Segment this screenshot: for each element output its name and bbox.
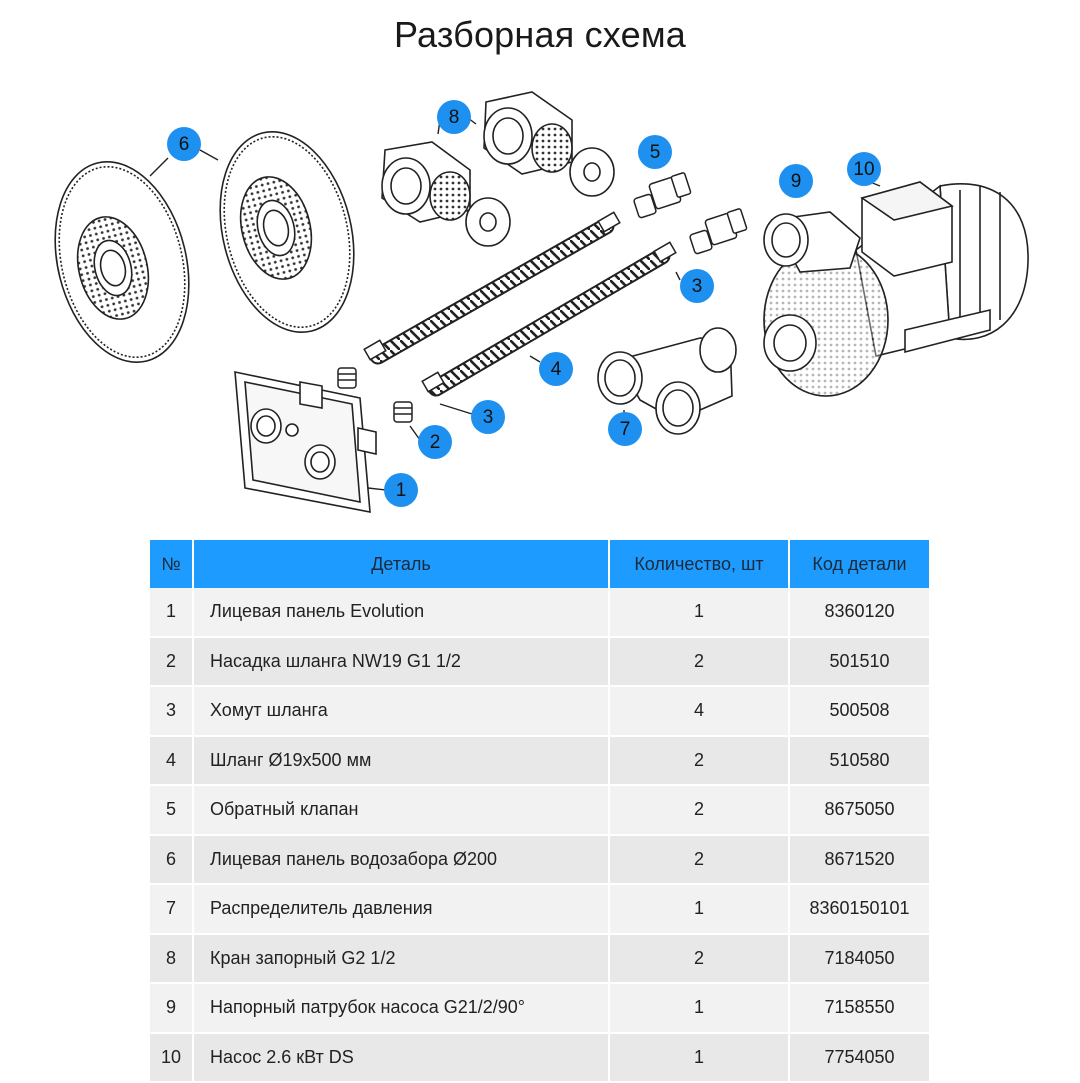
column-header-code: Код детали [789, 540, 929, 588]
column-header-number: № [150, 540, 193, 588]
callout-5 [638, 135, 672, 169]
suction-cover-plate-right [200, 118, 374, 347]
row-number: 3 [150, 686, 193, 736]
part-name: Хомут шланга [193, 686, 609, 736]
table-row [150, 1033, 929, 1083]
part-code: 8360150101 [789, 884, 929, 934]
table-row [150, 588, 929, 637]
part-code: 8671520 [789, 835, 929, 885]
callout-10 [847, 152, 881, 186]
check-valve-upper [633, 172, 691, 218]
exploded-diagram [0, 0, 1080, 530]
row-number: 4 [150, 736, 193, 786]
row-number: 10 [150, 1033, 193, 1083]
part-name: Насос 2.6 кВт DS [193, 1033, 609, 1083]
row-number: 5 [150, 785, 193, 835]
shutoff-valve-right [484, 92, 614, 196]
svg-text:7: 7 [619, 419, 631, 440]
callout-3-lower [471, 400, 505, 434]
part-code: 8675050 [789, 785, 929, 835]
row-number: 2 [150, 637, 193, 687]
table-header-row [150, 540, 929, 588]
part-code: 7184050 [789, 934, 929, 984]
row-number: 8 [150, 934, 193, 984]
part-quantity: 2 [609, 785, 789, 835]
svg-text:10: 10 [853, 159, 875, 180]
part-name: Шланг Ø19x500 мм [193, 736, 609, 786]
part-quantity: 1 [609, 884, 789, 934]
pump [764, 182, 1028, 396]
part-quantity: 1 [609, 1033, 789, 1083]
part-name: Обратный клапан [193, 785, 609, 835]
page-title: Разборная схема [394, 14, 686, 55]
part-code: 7158550 [789, 983, 929, 1033]
part-quantity: 2 [609, 835, 789, 885]
part-code: 8360120 [789, 588, 929, 637]
part-name: Лицевая панель водозабора Ø200 [193, 835, 609, 885]
svg-text:8: 8 [448, 107, 460, 128]
row-number: 7 [150, 884, 193, 934]
table-row [150, 785, 929, 835]
callout-4 [539, 352, 573, 386]
table-row [150, 637, 929, 687]
callout-9 [779, 164, 813, 198]
table-row [150, 686, 929, 736]
part-code: 501510 [789, 637, 929, 687]
callout-7 [608, 412, 642, 446]
part-quantity: 1 [609, 588, 789, 637]
part-name: Лицевая панель Evolution [193, 588, 609, 637]
part-name: Насадка шланга NW19 G1 1/2 [193, 637, 609, 687]
check-valve-lower [689, 208, 747, 254]
svg-text:2: 2 [429, 432, 441, 453]
part-quantity: 1 [609, 983, 789, 1033]
callout-1 [384, 473, 418, 507]
svg-text:5: 5 [649, 142, 661, 163]
part-quantity: 2 [609, 736, 789, 786]
hose-nozzle-upper [338, 368, 356, 388]
callout-8 [437, 100, 471, 134]
svg-text:4: 4 [550, 359, 562, 380]
part-name: Распределитель давления [193, 884, 609, 934]
callout-6 [167, 127, 201, 161]
table-row [150, 884, 929, 934]
shutoff-valve-left [382, 142, 510, 246]
svg-text:1: 1 [395, 480, 407, 501]
part-code: 500508 [789, 686, 929, 736]
svg-text:6: 6 [178, 134, 190, 155]
hose-nozzle-lower [394, 402, 412, 422]
parts-table [150, 540, 929, 1083]
part-quantity: 2 [609, 934, 789, 984]
part-quantity: 4 [609, 686, 789, 736]
row-number: 1 [150, 588, 193, 637]
part-code: 510580 [789, 736, 929, 786]
svg-text:3: 3 [482, 407, 494, 428]
part-name: Напорный патрубок насоса G21/2/90° [193, 983, 609, 1033]
part-quantity: 2 [609, 637, 789, 687]
callout-3-upper [680, 269, 714, 303]
table-row [150, 736, 929, 786]
front-panel-evolution [235, 372, 376, 512]
column-header-quantity: Количество, шт [609, 540, 789, 588]
pump-discharge-nozzle [764, 212, 860, 272]
column-header-part: Деталь [193, 540, 609, 588]
row-number: 9 [150, 983, 193, 1033]
part-code: 7754050 [789, 1033, 929, 1083]
svg-text:9: 9 [790, 171, 802, 192]
table-row [150, 983, 929, 1033]
row-number: 6 [150, 835, 193, 885]
part-name: Кран запорный G2 1/2 [193, 934, 609, 984]
table-row [150, 835, 929, 885]
callout-2 [418, 425, 452, 459]
svg-text:3: 3 [691, 276, 703, 297]
table-row [150, 934, 929, 984]
suction-cover-plate-left [35, 148, 209, 377]
